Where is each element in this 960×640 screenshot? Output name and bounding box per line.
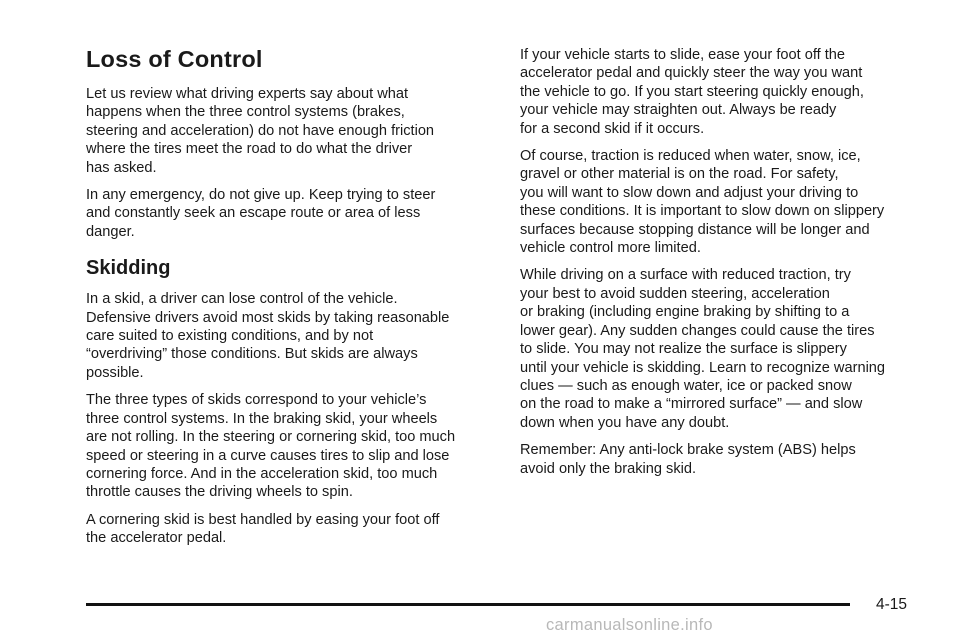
skidding-paragraph-2: The three types of skids correspond to your vehicle’s three control systems. In the braking skid, your wheels are not rolling. In the steering or cornering skid, too much speed or steering in a curve causes tires to slip and lose cornering force. And in the acceleration skid, too much throttle causes the driving wheels to spin.: [86, 392, 456, 501]
intro-paragraph-1: Let us review what driving experts say about what happens when the three control systems (brakes, steering and acceleration) do not have enough friction where the tires meet the road to do what the driver has asked.: [86, 86, 435, 176]
footer-rule: [86, 603, 850, 606]
right-paragraph-3: While driving on a surface with reduced traction, try your best to avoid sudden steering, acceleration or braking (including engine braking by shifting to a lower gear). Any sudden changes could cause the tires to slide. You may not realize the surface is slippery until your vehicle is skidding. Learn to recognize warning clues — such as enough water, ice or packed snow on the road to make a “mirrored surface” — and slow down when you have any doubt.: [520, 267, 886, 431]
skidding-paragraph-1: In a skid, a driver can lose control of the vehicle. Defensive drivers avoid most skids by taking reasonable care suited to existing conditions, and by not “overdriving” those conditions. But skids are always possible.: [86, 291, 450, 381]
page-number: 4-15: [876, 596, 908, 613]
right-column: [520, 46, 930, 487]
right-paragraph-4: Remember: Any anti-lock brake system (ABS) helps avoid only the braking skid.: [520, 442, 856, 477]
subsection-title: Skidding: [86, 257, 171, 280]
skidding-paragraph-3: A cornering skid is best handled by easing your foot off the accelerator pedal.: [86, 511, 440, 547]
intro-paragraph-2: In any emergency, do not give up. Keep trying to steer and constantly seek an escape route or area of less danger.: [86, 187, 436, 240]
left-column: [86, 44, 494, 557]
right-paragraph-1: If your vehicle starts to slide, ease your foot off the accelerator pedal and quickly steer the way you want the vehicle to go. If you start steering quickly enough, your vehicle may straighten out. Always be ready for a second skid if it occurs.: [520, 47, 864, 137]
right-paragraph-2: Of course, traction is reduced when water, snow, ice, gravel or other material is on the road. For safety, you will want to slow down and adjust your driving to these conditions. It is important to slow down on slippery surfaces because stopping distance will be longer and vehicle control more limited.: [520, 148, 885, 257]
watermark-text: carmanualsonline.info: [546, 616, 713, 634]
section-title: Loss of Control: [86, 46, 263, 72]
